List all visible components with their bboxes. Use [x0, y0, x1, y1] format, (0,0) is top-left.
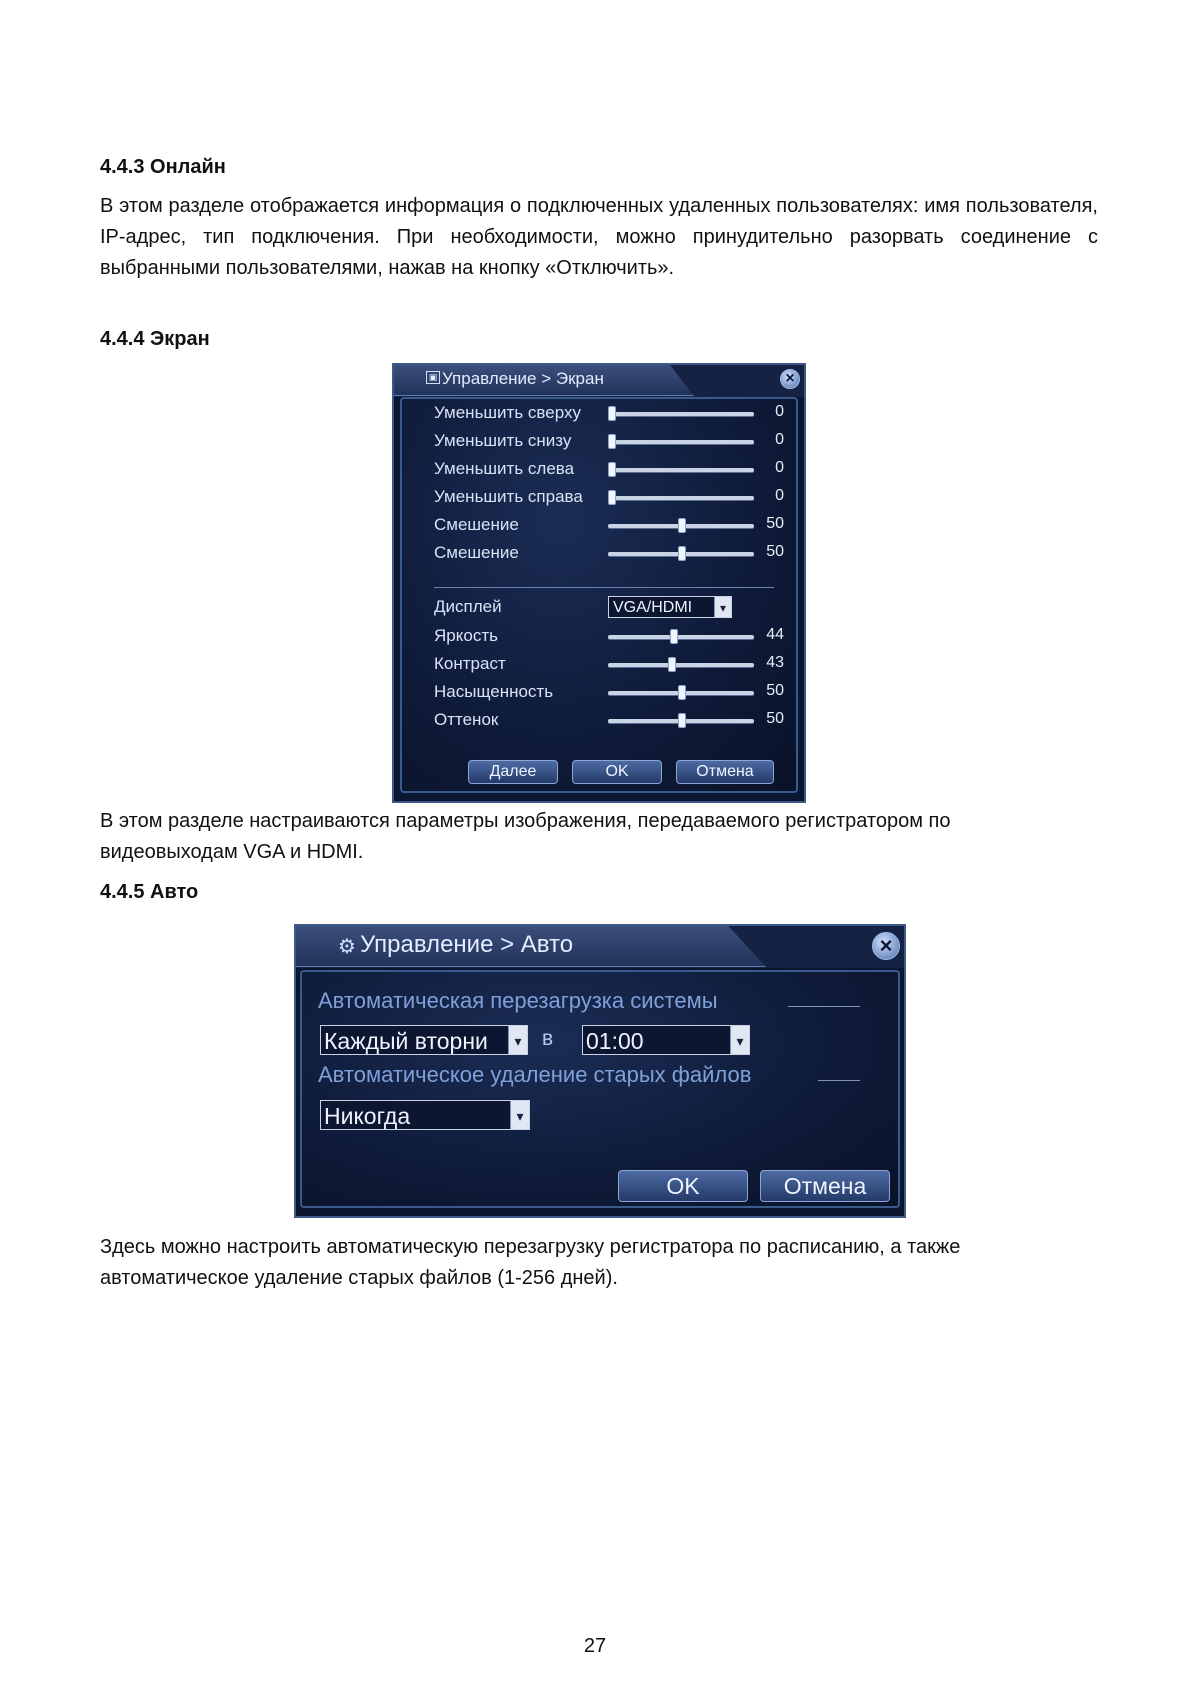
display-select-value: VGA/HDMI	[613, 599, 693, 616]
reboot-day-select[interactable]	[320, 1025, 528, 1055]
delete-group-label: Автоматическое удаление старых файлов	[318, 1062, 752, 1087]
slider-track[interactable]	[608, 496, 754, 500]
slider-handle[interactable]	[608, 490, 616, 505]
reboot-day-value: Каждый вторни	[324, 1028, 488, 1054]
ok-button[interactable]: OK	[572, 760, 662, 784]
dialog-title-icon: ▣	[426, 371, 440, 384]
auto-settings-dialog	[294, 924, 906, 1218]
setting-label: Смешение	[434, 515, 519, 534]
setting-label: Контраст	[434, 654, 506, 673]
screen-settings-dialog	[392, 363, 806, 803]
slider-handle[interactable]	[608, 406, 616, 421]
chevron-down-icon[interactable]: ▾	[730, 1026, 749, 1054]
setting-label: Яркость	[434, 626, 498, 645]
slider-track[interactable]	[608, 663, 754, 667]
dialog-title: Управление > Авто	[360, 931, 574, 958]
setting-value: 0	[775, 459, 784, 476]
setting-label: Уменьшить сверху	[434, 403, 581, 422]
close-icon[interactable]: ×	[872, 932, 900, 960]
chevron-down-icon[interactable]: ▾	[510, 1101, 529, 1129]
setting-value: 50	[766, 710, 784, 727]
display-label: Дисплей	[434, 597, 502, 616]
gear-icon: ⚙	[338, 936, 356, 958]
slider-handle[interactable]	[670, 629, 678, 644]
ok-button[interactable]: OK	[618, 1170, 748, 1202]
chevron-down-icon[interactable]: ▾	[508, 1026, 527, 1054]
section-text-auto: Здесь можно настроить автоматическую перезагрузку регистратора по расписанию, а также автоматическое удаление старых файлов (1-256 дней).	[100, 1236, 961, 1289]
slider-handle[interactable]	[678, 518, 686, 533]
reboot-time-value: 01:00	[586, 1028, 644, 1054]
dialog-body	[400, 397, 798, 793]
section-heading-screen: 4.4.4 Экран	[100, 328, 210, 350]
section-text-online: В этом разделе отображается информация о подключенных удаленных пользователях: имя пользователя, IP-адрес, тип подключения. При необходимости, можно принудительно разорвать соединение с выбранными пользователями, нажав на кнопку «Отключить».	[100, 195, 1098, 279]
at-label: в	[542, 1027, 554, 1050]
slider-track[interactable]	[608, 412, 754, 416]
setting-value: 0	[775, 487, 784, 504]
setting-label: Оттенок	[434, 710, 499, 729]
setting-value: 0	[775, 431, 784, 448]
dialog-title: Управление > Экран	[442, 369, 604, 388]
cancel-button[interactable]: Отмена	[676, 760, 774, 784]
delete-old-files-value: Никогда	[324, 1103, 411, 1129]
setting-label: Уменьшить снизу	[434, 431, 572, 450]
setting-value: 44	[766, 626, 784, 643]
setting-value: 50	[766, 543, 784, 560]
section-divider	[434, 587, 774, 588]
slider-handle[interactable]	[678, 685, 686, 700]
setting-label: Уменьшить справа	[434, 487, 583, 506]
group-divider	[818, 1080, 860, 1081]
next-button[interactable]: Далее	[468, 760, 558, 784]
display-select[interactable]	[608, 596, 732, 618]
section-heading-online: 4.4.3 Онлайн	[100, 156, 226, 178]
setting-label: Насыщенность	[434, 682, 554, 701]
setting-value: 50	[766, 682, 784, 699]
close-icon[interactable]: ×	[780, 369, 800, 389]
setting-value: 43	[766, 654, 784, 671]
reboot-time-select[interactable]	[582, 1025, 750, 1055]
slider-track[interactable]	[608, 440, 754, 444]
delete-old-files-select[interactable]	[320, 1100, 530, 1130]
setting-label: Уменьшить слева	[434, 459, 575, 478]
group-divider	[788, 1006, 860, 1007]
reboot-group-label: Автоматическая перезагрузка системы	[318, 988, 718, 1013]
slider-handle[interactable]	[608, 462, 616, 477]
slider-handle[interactable]	[608, 434, 616, 449]
cancel-button[interactable]: Отмена	[760, 1170, 890, 1202]
page-number: 27	[583, 1635, 607, 1657]
slider-handle[interactable]	[678, 713, 686, 728]
chevron-down-icon[interactable]: ▾	[714, 597, 731, 617]
slider-track[interactable]	[608, 635, 754, 639]
slider-track[interactable]	[608, 468, 754, 472]
setting-label: Смешение	[434, 543, 519, 562]
section-heading-auto: 4.4.5 Авто	[100, 881, 199, 903]
slider-handle[interactable]	[668, 657, 676, 672]
setting-value: 50	[766, 515, 784, 532]
slider-handle[interactable]	[678, 546, 686, 561]
setting-value: 0	[775, 403, 784, 420]
section-text-screen: В этом разделе настраиваются параметры изображения, передаваемого регистратором по видеовыходам VGA и HDMI.	[100, 810, 951, 863]
